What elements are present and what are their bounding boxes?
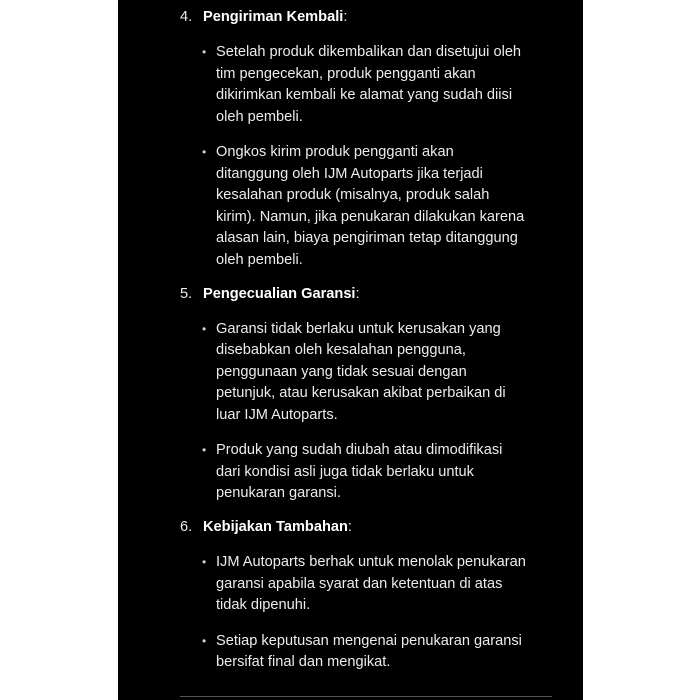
list-item	[118, 440, 583, 505]
list-item-text: garansi apabila syarat dan ketentuan di atas	[216, 575, 503, 592]
list-item-text: tim pengecekan, produk pengganti akan	[216, 65, 476, 82]
list-item-text: Produk yang sudah diubah atau dimodifikasi	[216, 442, 503, 458]
policy-section	[118, 284, 583, 505]
list-item-text: luar IJM Autoparts.	[216, 406, 338, 423]
section-title: Pengiriman Kembali	[203, 9, 344, 25]
list-item-text: Setelah produk dikembalikan dan disetujui oleh	[216, 44, 522, 60]
list-item-text: alasan lain, biaya pengiriman tetap ditanggung	[216, 230, 518, 246]
list-item-text: oleh pembeli.	[216, 108, 303, 125]
section-number: 6.	[180, 519, 193, 535]
list-item	[118, 42, 583, 128]
bullet-icon: •	[202, 443, 207, 457]
list-item-text: tidak dipenuhi.	[216, 597, 311, 613]
list-item-text: bersifat final dan mengikat.	[216, 654, 391, 670]
policy-section	[118, 7, 583, 271]
list-item-text: dikirimkan kembali ke alamat yang sudah diisi	[216, 87, 513, 103]
section-heading	[118, 284, 583, 306]
list-item-text: penggunaan yang tidak sesuai dengan	[216, 363, 467, 380]
bullet-icon: •	[202, 555, 207, 569]
list-item-text: IJM Autoparts berhak untuk menolak penukaran	[216, 554, 526, 570]
warranty-policy-content	[118, 7, 583, 686]
phone-screen	[118, 0, 583, 700]
list-item-text: kirim). Namun, jika penukaran dilakukan karena	[216, 208, 525, 225]
section-heading	[118, 517, 583, 539]
policy-section	[118, 517, 583, 674]
list-item-text: Ongkos kirim produk pengganti akan	[216, 144, 454, 160]
list-item-text: dari kondisi asli juga tidak berlaku untuk	[216, 463, 474, 480]
list-item-text: Garansi tidak berlaku untuk kerusakan yang	[216, 320, 501, 337]
bullet-icon: •	[202, 145, 207, 159]
list-item-text: oleh pembeli.	[216, 251, 303, 268]
bullet-icon: •	[202, 633, 207, 648]
list-item-text: kesalahan produk (misalnya, produk salah	[216, 187, 490, 203]
divider	[180, 696, 552, 697]
list-item	[118, 552, 583, 617]
bullet-icon: •	[202, 321, 207, 336]
section-colon: :	[355, 285, 360, 302]
section-number: 4.	[180, 9, 193, 25]
section-colon: :	[347, 519, 352, 535]
section-colon: :	[343, 9, 348, 25]
section-title: Kebijakan Tambahan	[203, 519, 348, 535]
list-item	[118, 319, 583, 427]
list-item-text: ditanggung oleh IJM Autoparts jika terjadi	[216, 165, 483, 182]
list-item-text: petunjuk, atau kerusakan akibat perbaikan di	[216, 385, 506, 401]
bullet-icon: •	[202, 45, 207, 59]
section-title: Pengecualian Garansi	[203, 285, 356, 302]
section-heading	[118, 7, 583, 29]
list-item	[118, 142, 583, 271]
list-item-text: disebabkan oleh kesalahan pengguna,	[216, 342, 466, 358]
list-item-text: Setiap keputusan mengenai penukaran garansi	[216, 632, 522, 649]
list-item-text: penukaran garansi.	[216, 485, 341, 501]
section-number: 5.	[180, 285, 193, 302]
list-item	[118, 631, 583, 674]
